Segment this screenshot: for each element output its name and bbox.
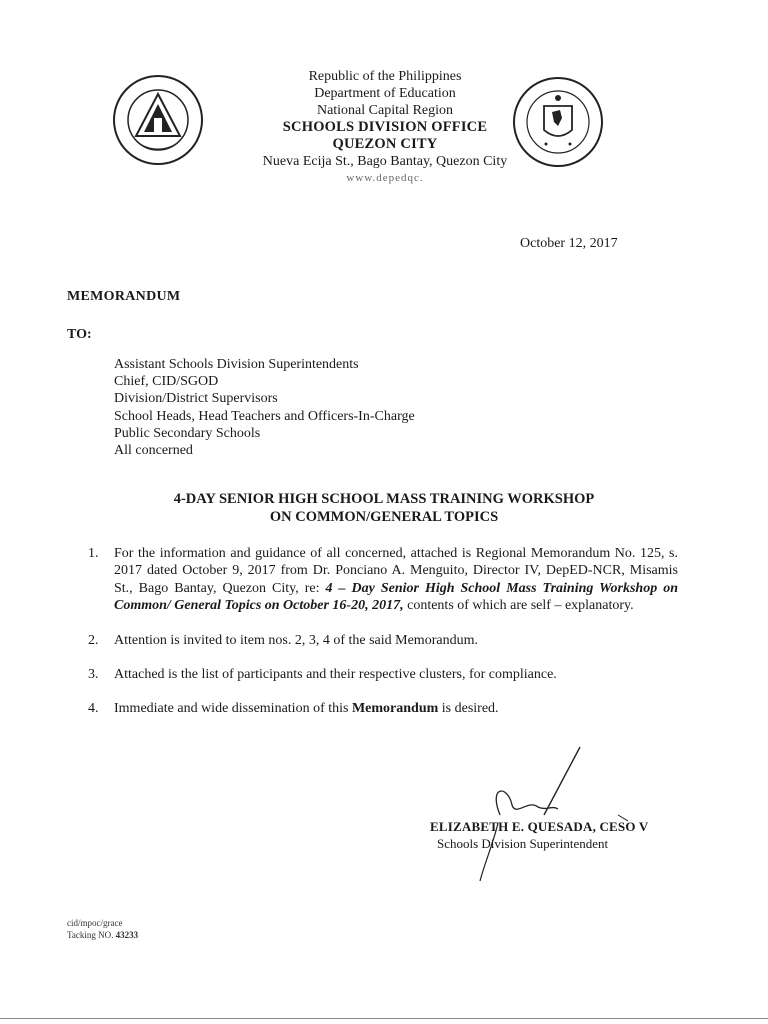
list-item <box>88 700 678 717</box>
handwritten-signature <box>468 745 628 885</box>
scan-edge-line <box>0 1018 768 1019</box>
subject-line: 4-DAY SENIOR HIGH SCHOOL MASS TRAINING WORKSHOP <box>173 491 595 507</box>
memo-date: October 12, 2017 <box>520 236 618 251</box>
memo-body <box>88 545 678 735</box>
recipient-item: School Heads, Head Teachers and Officers-In-Charge <box>114 408 415 424</box>
item-strong: Memorandum <box>351 701 439 717</box>
letterhead-city: QUEZON CITY <box>332 136 438 152</box>
letterhead-address: Nueva Ecija St., Bago Bantay, Quezon City <box>262 154 508 169</box>
item-text <box>114 545 678 615</box>
letterhead <box>230 68 540 187</box>
memo-label: MEMORANDUM <box>67 289 181 304</box>
letterhead-region: National Capital Region <box>316 103 454 118</box>
signatory-title: Schools Division Superintendent <box>437 836 609 851</box>
sdo-quezon-city-seal-icon <box>112 74 204 166</box>
item-number: 4. <box>88 701 99 717</box>
recipient-item: All concerned <box>114 443 193 459</box>
tracking-number: 43233 <box>115 930 139 940</box>
recipient-item: Chief, CID/SGOD <box>114 374 219 390</box>
letterhead-website: www.depedqc. <box>346 172 424 184</box>
letterhead-office: SCHOOLS DIVISION OFFICE <box>282 119 488 135</box>
item-text: Attached is the list of participants and their respective clusters, for compliance. <box>114 667 557 683</box>
item-text-part: contents of which are self – explanatory. <box>403 598 634 614</box>
footer-reference <box>67 917 138 941</box>
recipient-item: Division/District Supervisors <box>114 391 278 407</box>
item-number: 1. <box>88 546 99 561</box>
item-text <box>114 700 678 717</box>
item-emphasis: 4 – Day Senior High School Mass Training Workshop on Common/ General Topics on October 16-20, 2017, <box>114 580 678 614</box>
footer-ref: cid/mpoc/grace <box>67 918 123 928</box>
item-text-part: For the information and guidance of all concerned, attached is Regional Memorandum No. 125, s. 2017 dated October 9, 2017 from Dr. Ponciano A. Menguito, Director IV, DepED-NCR, Misamis St., Bago Bantay, Quezon City, re: <box>114 546 678 596</box>
recipient-list <box>114 356 415 459</box>
tracking-line <box>67 929 138 941</box>
recipient-item: Public Secondary Schools <box>114 425 261 441</box>
list-item <box>88 632 678 649</box>
signatory-name: ELIZABETH E. QUESADA, CESO V <box>430 819 649 834</box>
item-number: 3. <box>88 667 99 683</box>
recipient-item: Assistant Schools Division Superintendents <box>114 357 359 372</box>
subject-line: ON COMMON/GENERAL TOPICS <box>269 509 499 525</box>
list-item <box>88 666 678 683</box>
list-item <box>88 545 678 615</box>
tracking-label: Tacking NO. <box>67 930 116 940</box>
letterhead-department: Department of Education <box>314 86 456 101</box>
item-text: Attention is invited to item nos. 2, 3, 4 of the said Memorandum. <box>114 632 478 648</box>
item-text-part: is desired. <box>438 701 499 717</box>
item-number: 2. <box>88 632 99 648</box>
letterhead-republic: Republic of the Philippines <box>308 69 462 84</box>
memo-subject <box>114 490 654 526</box>
to-label: TO: <box>67 327 92 342</box>
item-text-part: Immediate and wide dissemination of this <box>114 701 352 717</box>
